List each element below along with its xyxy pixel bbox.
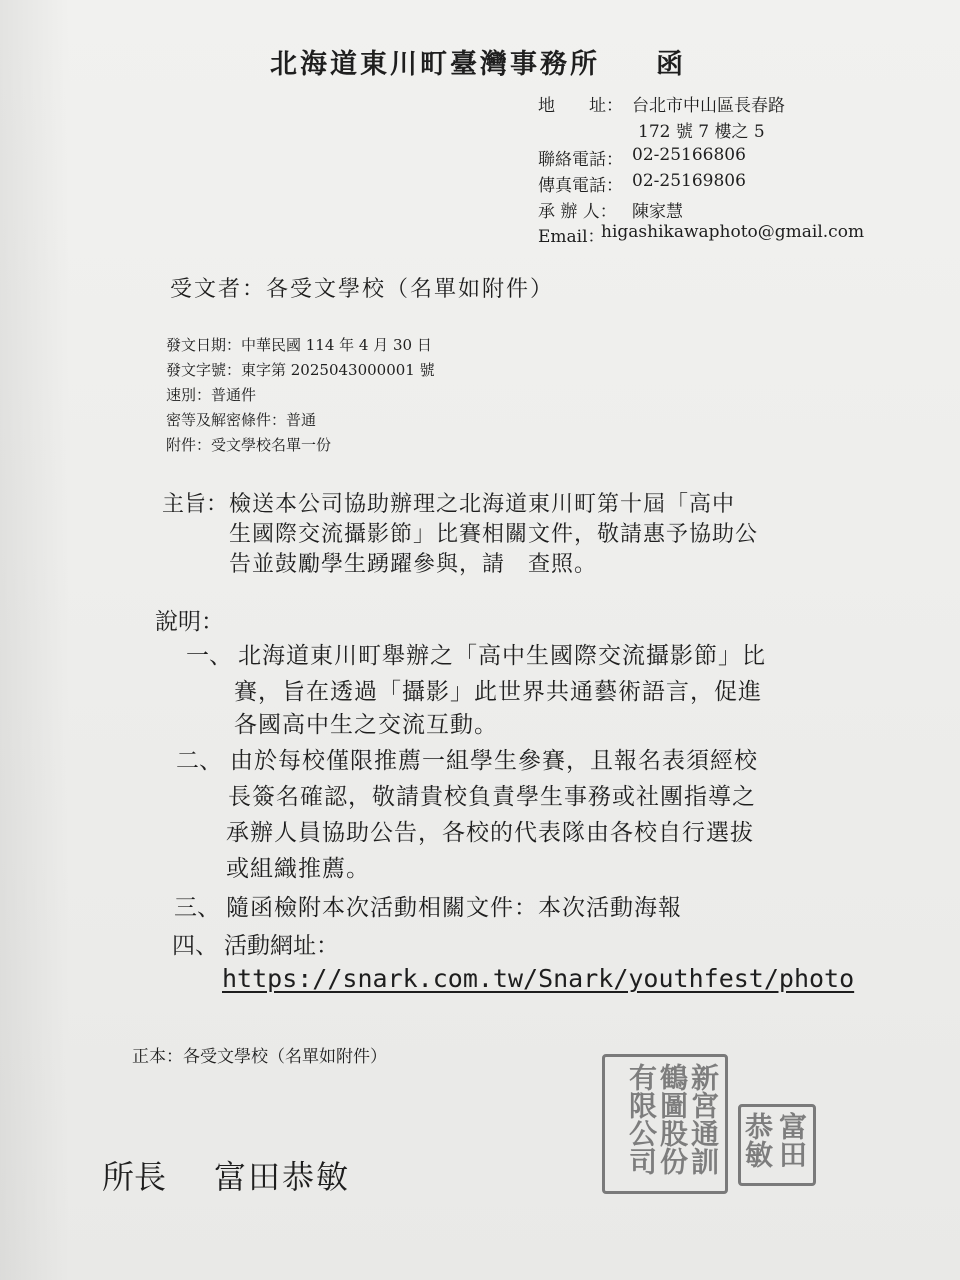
email-address: higashikawaphoto@gmail.com: [601, 222, 865, 242]
item-line: 賽，旨在透過「攝影」此世界共通藝術語言，促進: [234, 679, 762, 705]
signer-name: 富田恭敏: [214, 1158, 351, 1196]
fax-number: 02-25169806: [632, 171, 746, 191]
item-line: 各國高中生之交流互動。: [234, 712, 498, 738]
signer-title: 所長: [102, 1158, 167, 1196]
email-label: Email：: [538, 227, 605, 247]
cc-line: 正本：各受文學校（名單如附件）: [132, 1047, 387, 1067]
personal-seal-stamp: [738, 1104, 816, 1186]
explanation-label: 說明：: [155, 609, 224, 635]
subject-line: 生國際交流攝影節」比賽相關文件，敬請惠予協助公: [229, 522, 759, 547]
recipient: 受文者：各受文學校（名單如附件）: [170, 277, 555, 302]
handler-name: 陳家慧: [632, 202, 683, 222]
item-line: 隨函檢附本次活動相關文件：本次活動海報: [226, 895, 682, 921]
phone-label: 聯絡電話：: [538, 150, 623, 170]
item-line: 北海道東川町舉辦之「高中生國際交流攝影節」比: [238, 643, 766, 669]
subject-line: 檢送本公司協助辦理之北海道東川町第十屆「高中: [229, 492, 736, 517]
document-title: 北海道東川町臺灣事務所: [270, 49, 600, 80]
personal-seal-text: 富田恭敏: [741, 1112, 808, 1168]
fax-label: 傳真電話：: [538, 176, 623, 196]
item-number: 一、: [186, 643, 232, 669]
item-number: 二、: [176, 748, 222, 774]
document-type: 函: [656, 49, 683, 80]
item-line: 承辦人員協助公告，各校的代表隊由各校自行選拔: [226, 820, 754, 846]
item-number: 三、: [174, 895, 220, 921]
item-line: 或組織推薦。: [226, 856, 370, 882]
address-label: 地 址：: [538, 96, 623, 116]
phone-number: 02-25166806: [632, 145, 746, 165]
company-seal-stamp: [602, 1054, 728, 1194]
item-number: 四、: [172, 933, 218, 959]
company-seal-text: 新宮通訓鶴圖股份有限公司: [625, 1063, 720, 1175]
subject-label: 主旨：: [162, 492, 229, 517]
issue-date: 發文日期：中華民國 114 年 4 月 30 日: [166, 336, 432, 354]
address-line-1: 台北市中山區長春路: [632, 96, 785, 116]
item-line: 由於每校僅限推薦一組學生參賽，且報名表須經校: [230, 748, 758, 774]
urgency: 速別：普通件: [166, 386, 257, 404]
event-url[interactable]: https://snark.com.tw/Snark/youthfest/photo: [222, 964, 855, 993]
item-line: 長簽名確認，敬請貴校負責學生事務或社團指導之: [228, 784, 756, 810]
attachment-note: 附件：受文學校名單一份: [166, 436, 332, 454]
subject-line: 告並鼓勵學生踴躍參與，請 查照。: [229, 552, 598, 577]
address-line-2: 172 號 7 樓之 5: [638, 122, 765, 142]
document-number: 發文字號：東字第 2025043000001 號: [166, 361, 435, 379]
item-line: 活動網址：: [224, 933, 339, 959]
security-level: 密等及解密條件：普通: [166, 411, 317, 429]
handler-label: 承 辦 人：: [538, 202, 617, 222]
